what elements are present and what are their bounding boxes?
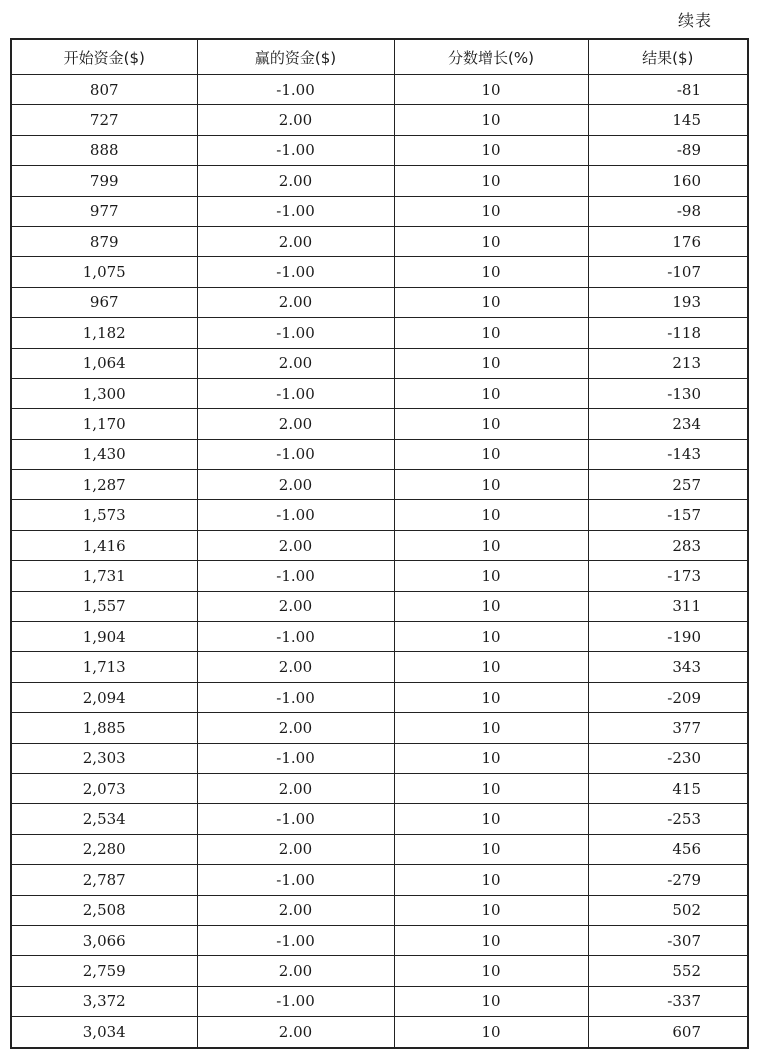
table-row xyxy=(11,439,748,469)
table-row xyxy=(11,895,748,925)
table-row xyxy=(11,409,748,439)
result-cell: 311 xyxy=(588,591,748,621)
fraction-growth-cell: 10 xyxy=(394,834,588,864)
table-row xyxy=(11,500,748,530)
fraction-growth-cell: 10 xyxy=(394,682,588,712)
winnings-cell: 2.00 xyxy=(197,773,394,803)
starting-funds-cell: 807 xyxy=(11,75,197,105)
result-cell: -143 xyxy=(588,439,748,469)
starting-funds-cell: 1,287 xyxy=(11,470,197,500)
winnings-cell: 2.00 xyxy=(197,409,394,439)
fraction-growth-cell: 10 xyxy=(394,561,588,591)
result-cell: 145 xyxy=(588,105,748,135)
starting-funds-cell: 1,557 xyxy=(11,591,197,621)
result-cell: 176 xyxy=(588,226,748,256)
fraction-growth-cell: 10 xyxy=(394,773,588,803)
table-row xyxy=(11,1017,748,1048)
table-row xyxy=(11,773,748,803)
winnings-cell: -1.00 xyxy=(197,500,394,530)
fraction-growth-cell: 10 xyxy=(394,986,588,1016)
fraction-growth-cell: 10 xyxy=(394,1017,588,1048)
winnings-cell: -1.00 xyxy=(197,318,394,348)
table-row xyxy=(11,804,748,834)
winnings-cell: -1.00 xyxy=(197,257,394,287)
starting-funds-cell: 1,182 xyxy=(11,318,197,348)
starting-funds-cell: 3,034 xyxy=(11,1017,197,1048)
winnings-cell: 2.00 xyxy=(197,713,394,743)
starting-funds-cell: 977 xyxy=(11,196,197,226)
table-row xyxy=(11,287,748,317)
table-row xyxy=(11,652,748,682)
table-row xyxy=(11,834,748,864)
starting-funds-cell: 967 xyxy=(11,287,197,317)
winnings-cell: 2.00 xyxy=(197,1017,394,1048)
result-cell: -279 xyxy=(588,865,748,895)
winnings-cell: 2.00 xyxy=(197,105,394,135)
data-table xyxy=(10,38,749,1049)
fraction-growth-cell: 10 xyxy=(394,135,588,165)
result-cell: 415 xyxy=(588,773,748,803)
starting-funds-cell: 2,073 xyxy=(11,773,197,803)
starting-funds-cell: 1,075 xyxy=(11,257,197,287)
fraction-growth-cell: 10 xyxy=(394,196,588,226)
fraction-growth-cell: 10 xyxy=(394,804,588,834)
table-row xyxy=(11,348,748,378)
winnings-cell: -1.00 xyxy=(197,804,394,834)
table-row xyxy=(11,378,748,408)
result-cell: 213 xyxy=(588,348,748,378)
table-body xyxy=(11,75,748,1048)
result-cell: 257 xyxy=(588,470,748,500)
table-row xyxy=(11,713,748,743)
fraction-growth-cell: 10 xyxy=(394,378,588,408)
starting-funds-cell: 1,885 xyxy=(11,713,197,743)
starting-funds-cell: 1,170 xyxy=(11,409,197,439)
starting-funds-cell: 1,731 xyxy=(11,561,197,591)
table-row xyxy=(11,591,748,621)
fraction-growth-cell: 10 xyxy=(394,743,588,773)
result-cell: -190 xyxy=(588,622,748,652)
result-cell: -98 xyxy=(588,196,748,226)
table-row xyxy=(11,257,748,287)
result-cell: -157 xyxy=(588,500,748,530)
fraction-growth-cell: 10 xyxy=(394,75,588,105)
table-row xyxy=(11,318,748,348)
starting-funds-cell: 2,280 xyxy=(11,834,197,864)
result-cell: 160 xyxy=(588,166,748,196)
result-cell: -209 xyxy=(588,682,748,712)
winnings-cell: 2.00 xyxy=(197,348,394,378)
starting-funds-cell: 1,430 xyxy=(11,439,197,469)
starting-funds-cell: 888 xyxy=(11,135,197,165)
starting-funds-cell: 1,064 xyxy=(11,348,197,378)
fraction-growth-cell: 10 xyxy=(394,652,588,682)
winnings-cell: -1.00 xyxy=(197,75,394,105)
starting-funds-cell: 2,094 xyxy=(11,682,197,712)
result-cell: -253 xyxy=(588,804,748,834)
table-row xyxy=(11,865,748,895)
header-winnings: 赢的资金($) xyxy=(197,39,394,75)
starting-funds-cell: 3,372 xyxy=(11,986,197,1016)
table-row xyxy=(11,925,748,955)
result-cell: -173 xyxy=(588,561,748,591)
starting-funds-cell: 1,573 xyxy=(11,500,197,530)
result-cell: 193 xyxy=(588,287,748,317)
table-row xyxy=(11,135,748,165)
fraction-growth-cell: 10 xyxy=(394,287,588,317)
fraction-growth-cell: 10 xyxy=(394,348,588,378)
continued-table-label: 续表 xyxy=(677,11,712,30)
fraction-growth-cell: 10 xyxy=(394,318,588,348)
result-cell: -130 xyxy=(588,378,748,408)
result-cell: -118 xyxy=(588,318,748,348)
starting-funds-cell: 2,534 xyxy=(11,804,197,834)
table-row xyxy=(11,682,748,712)
starting-funds-cell: 1,416 xyxy=(11,530,197,560)
fraction-growth-cell: 10 xyxy=(394,865,588,895)
starting-funds-cell: 2,303 xyxy=(11,743,197,773)
table-row xyxy=(11,226,748,256)
result-cell: -230 xyxy=(588,743,748,773)
result-cell: 552 xyxy=(588,956,748,986)
winnings-cell: 2.00 xyxy=(197,226,394,256)
table-row xyxy=(11,196,748,226)
header-result: 结果($) xyxy=(588,39,748,75)
winnings-cell: -1.00 xyxy=(197,135,394,165)
winnings-cell: -1.00 xyxy=(197,378,394,408)
fraction-growth-cell: 10 xyxy=(394,500,588,530)
fraction-growth-cell: 10 xyxy=(394,530,588,560)
table-row xyxy=(11,105,748,135)
table-row xyxy=(11,166,748,196)
result-cell: -307 xyxy=(588,925,748,955)
winnings-cell: -1.00 xyxy=(197,986,394,1016)
fraction-growth-cell: 10 xyxy=(394,439,588,469)
winnings-cell: -1.00 xyxy=(197,682,394,712)
starting-funds-cell: 2,787 xyxy=(11,865,197,895)
result-cell: -337 xyxy=(588,986,748,1016)
winnings-cell: 2.00 xyxy=(197,652,394,682)
starting-funds-cell: 799 xyxy=(11,166,197,196)
fraction-growth-cell: 10 xyxy=(394,105,588,135)
winnings-cell: 2.00 xyxy=(197,287,394,317)
result-cell: 456 xyxy=(588,834,748,864)
winnings-cell: -1.00 xyxy=(197,622,394,652)
header-row xyxy=(11,39,748,75)
header-fraction-growth: 分数增长(%) xyxy=(394,39,588,75)
table-row xyxy=(11,530,748,560)
result-cell: 343 xyxy=(588,652,748,682)
fraction-growth-cell: 10 xyxy=(394,622,588,652)
fraction-growth-cell: 10 xyxy=(394,925,588,955)
table-row xyxy=(11,470,748,500)
table-row xyxy=(11,956,748,986)
result-cell: -81 xyxy=(588,75,748,105)
starting-funds-cell: 1,713 xyxy=(11,652,197,682)
fraction-growth-cell: 10 xyxy=(394,591,588,621)
fraction-growth-cell: 10 xyxy=(394,713,588,743)
winnings-cell: 2.00 xyxy=(197,956,394,986)
starting-funds-cell: 879 xyxy=(11,226,197,256)
winnings-cell: 2.00 xyxy=(197,166,394,196)
fraction-growth-cell: 10 xyxy=(394,257,588,287)
result-cell: -89 xyxy=(588,135,748,165)
table-row xyxy=(11,986,748,1016)
table-header xyxy=(11,39,748,75)
starting-funds-cell: 2,508 xyxy=(11,895,197,925)
winnings-cell: 2.00 xyxy=(197,834,394,864)
winnings-cell: -1.00 xyxy=(197,439,394,469)
winnings-cell: -1.00 xyxy=(197,925,394,955)
starting-funds-cell: 3,066 xyxy=(11,925,197,955)
header-starting-funds: 开始资金($) xyxy=(11,39,197,75)
fraction-growth-cell: 10 xyxy=(394,226,588,256)
result-cell: 283 xyxy=(588,530,748,560)
winnings-cell: 2.00 xyxy=(197,470,394,500)
fraction-growth-cell: 10 xyxy=(394,895,588,925)
starting-funds-cell: 2,759 xyxy=(11,956,197,986)
starting-funds-cell: 1,904 xyxy=(11,622,197,652)
winnings-cell: -1.00 xyxy=(197,196,394,226)
table-row xyxy=(11,75,748,105)
winnings-cell: -1.00 xyxy=(197,561,394,591)
fraction-growth-cell: 10 xyxy=(394,166,588,196)
result-cell: 502 xyxy=(588,895,748,925)
table-row xyxy=(11,561,748,591)
fraction-growth-cell: 10 xyxy=(394,956,588,986)
fraction-growth-cell: 10 xyxy=(394,409,588,439)
result-cell: 607 xyxy=(588,1017,748,1048)
winnings-cell: 2.00 xyxy=(197,530,394,560)
result-cell: 377 xyxy=(588,713,748,743)
result-cell: -107 xyxy=(588,257,748,287)
winnings-cell: -1.00 xyxy=(197,743,394,773)
fraction-growth-cell: 10 xyxy=(394,470,588,500)
table-row xyxy=(11,743,748,773)
table-row xyxy=(11,622,748,652)
starting-funds-cell: 727 xyxy=(11,105,197,135)
result-cell: 234 xyxy=(588,409,748,439)
winnings-cell: 2.00 xyxy=(197,591,394,621)
winnings-cell: 2.00 xyxy=(197,895,394,925)
winnings-cell: -1.00 xyxy=(197,865,394,895)
starting-funds-cell: 1,300 xyxy=(11,378,197,408)
